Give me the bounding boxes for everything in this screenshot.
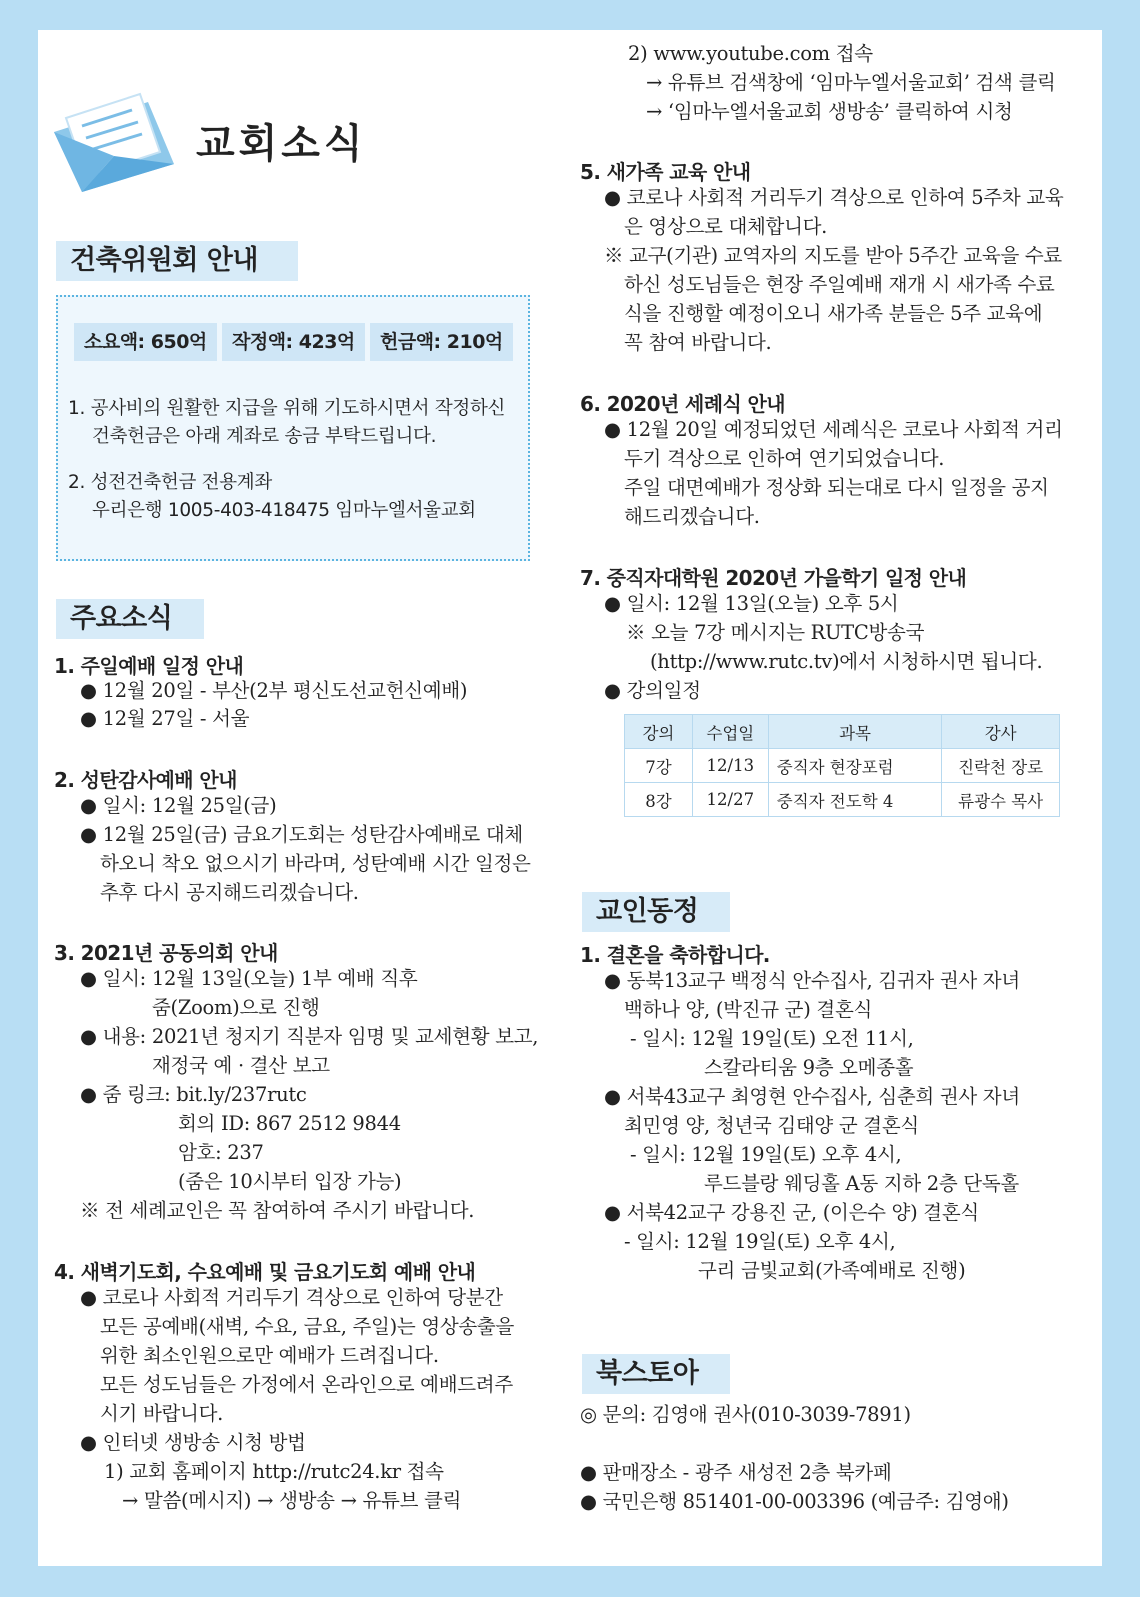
list-item: → 말씀(메시지) → 생방송 → 유튜브 클릭: [122, 1489, 462, 1512]
list-item: ※ 오늘 7강 메시지는 RUTC방송국: [626, 621, 925, 644]
table-cell: 류광수 목사: [942, 783, 1060, 817]
building-item-1: 1. 공사비의 원활한 지급을 위해 기도하시면서 작정하신: [68, 398, 506, 419]
fund-pledged-chip: 작정액: 423억: [222, 323, 365, 361]
bank-account: 우리은행 1005-403-418475 임마누엘서울교회: [92, 500, 476, 521]
list-item: ● 서북43교구 최영현 안수집사, 심춘희 권사 자녀: [604, 1085, 1020, 1108]
list-item: ● 내용: 2021년 청지기 직분자 임명 및 교세현황 보고,: [80, 1025, 539, 1048]
list-item: 최민영 양, 청년국 김태양 군 결혼식: [624, 1114, 919, 1137]
list-item: ● 일시: 12월 25일(금): [80, 794, 277, 817]
list-item: 구리 금빛교회(가족예배로 진행): [698, 1259, 966, 1282]
rutc-tv-link[interactable]: (http://www.rutc.tv)에서 시청하시면 됩니다.: [650, 650, 1043, 673]
section-title: 6. 2020년 세례식 안내: [580, 392, 785, 416]
list-item: → ‘임마누엘서울교회 생방송’ 클릭하여 시청: [646, 100, 1013, 123]
column-header: 과목: [768, 715, 942, 749]
list-item: 암호: 237: [178, 1141, 264, 1164]
list-item: 시기 바랍니다.: [100, 1402, 224, 1425]
list-item: 하오니 착오 없으시기 바라며, 성탄예배 시간 일정은: [100, 852, 531, 875]
section-title: 1. 결혼을 축하합니다.: [580, 943, 770, 967]
table-header-row: [625, 715, 1060, 749]
list-item: 회의 ID: 867 2512 9844: [178, 1112, 401, 1135]
list-item: ● 서북42교구 강용진 군, (이은수 양) 결혼식: [604, 1201, 979, 1224]
bookstore-account: ● 국민은행 851401-00-003396 (예금주: 김영애): [580, 1490, 1009, 1513]
list-item: ● 일시: 12월 13일(오늘) 1부 예배 직후: [80, 967, 418, 990]
list-item: 루드블랑 웨딩홀 A동 지하 2층 단독홀: [704, 1172, 1019, 1195]
section-title: 4. 새벽기도회, 수요예배 및 금요기도회 예배 안내: [54, 1260, 476, 1284]
bookstore-location: ● 판매장소 - 광주 새성전 2층 북카페: [580, 1461, 892, 1484]
section-title: 2. 성탄감사예배 안내: [54, 768, 237, 792]
list-item: - 일시: 12월 19일(토) 오후 4시,: [630, 1143, 902, 1166]
envelope-icon: [52, 92, 176, 194]
list-item: 모든 성도님들은 가정에서 온라인으로 예배드려주: [100, 1373, 513, 1396]
column-header: 강사: [942, 715, 1060, 749]
bookstore-header: 북스토아: [582, 1354, 730, 1394]
building-fund-box: [56, 295, 530, 561]
members-news-header: 교인동정: [582, 892, 730, 932]
list-item: - 일시: 12월 19일(토) 오후 4시,: [624, 1230, 896, 1253]
list-item: ● 12월 27일 - 서울: [80, 707, 250, 730]
column-header: 수업일: [692, 715, 768, 749]
list-item: ● 일시: 12월 13일(오늘) 오후 5시: [604, 592, 899, 615]
section-title: 5. 새가족 교육 안내: [580, 160, 751, 184]
column-header: 강의: [625, 715, 693, 749]
list-item: 식을 진행할 예정이오니 새가족 분들은 5주 교육에: [624, 302, 1043, 325]
page-title: 교회소식: [196, 121, 367, 167]
list-item: 줌(Zoom)으로 진행: [152, 996, 320, 1019]
table-cell: 7강: [625, 749, 693, 783]
list-item: 해드리겠습니다.: [624, 505, 760, 528]
fund-donated-chip: 헌금액: 210억: [370, 323, 513, 361]
list-item: ● 코로나 사회적 거리두기 격상으로 인하여 당분간: [80, 1286, 503, 1309]
table-cell: 중직자 현장포럼: [768, 749, 942, 783]
zoom-link[interactable]: ● 줌 링크: bit.ly/237rutc: [80, 1083, 307, 1106]
section-title: 3. 2021년 공동의회 안내: [54, 941, 278, 965]
list-item: ● 코로나 사회적 거리두기 격상으로 인하여 5주차 교육: [604, 186, 1064, 209]
table-cell: 진락천 장로: [942, 749, 1060, 783]
list-item: - 일시: 12월 19일(토) 오전 11시,: [630, 1027, 914, 1050]
list-item: ※ 교구(기관) 교역자의 지도를 받아 5주간 교육을 수료: [604, 244, 1062, 267]
lecture-schedule-table: [624, 714, 1060, 817]
list-item: 재정국 예 · 결산 보고: [152, 1054, 330, 1077]
list-item: ● 강의일정: [604, 679, 701, 702]
table-cell: 12/27: [692, 783, 768, 817]
table-cell: 12/13: [692, 749, 768, 783]
list-item: (줌은 10시부터 입장 가능): [178, 1170, 402, 1193]
section-title: 1. 주일예배 일정 안내: [54, 654, 244, 678]
list-item: 추후 다시 공지해드리겠습니다.: [100, 881, 359, 904]
list-item: ● 12월 20일 예정되었던 세례식은 코로나 사회적 거리: [604, 418, 1063, 441]
list-item: → 유튜브 검색창에 ‘임마누엘서울교회’ 검색 클릭: [646, 71, 1056, 94]
list-item: 모든 공예배(새벽, 수요, 금요, 주일)는 영상송출을: [100, 1315, 515, 1338]
list-item: 은 영상으로 대체합니다.: [624, 215, 828, 238]
youtube-link[interactable]: 2) www.youtube.com 접속: [628, 42, 873, 65]
building-item-1-cont: 건축헌금은 아래 계좌로 송금 부탁드립니다.: [92, 426, 437, 447]
section-title: 7. 중직자대학원 2020년 가을학기 일정 안내: [580, 566, 967, 590]
fund-required-chip: 소요액: 650억: [74, 323, 217, 361]
list-item: ● 12월 25일(금) 금요기도회는 성탄감사예배로 대체: [80, 823, 523, 846]
list-item: 두기 격상으로 인하여 연기되었습니다.: [624, 447, 945, 470]
list-item: ● 동북13교구 백정식 안수집사, 김귀자 권사 자녀: [604, 969, 1020, 992]
note: ※ 전 세례교인은 꼭 참여하여 주시기 바랍니다.: [80, 1199, 475, 1222]
list-item: 주일 대면예배가 정상화 되는대로 다시 일정을 공지: [624, 476, 1049, 499]
building-item-2: 2. 성전건축헌금 전용계좌: [68, 472, 272, 493]
table-cell: 중직자 전도학 4: [768, 783, 942, 817]
main-news-header: 주요소식: [56, 599, 204, 639]
list-item: ● 인터넷 생방송 시청 방법: [80, 1431, 306, 1454]
list-item: ● 12월 20일 - 부산(2부 평신도선교헌신예배): [80, 679, 468, 702]
table-row: [625, 783, 1060, 817]
list-item: 백하나 양, (박진규 군) 결혼식: [624, 998, 873, 1021]
homepage-link[interactable]: 1) 교회 홈페이지 http://rutc24.kr 접속: [104, 1460, 444, 1483]
table-row: [625, 749, 1060, 783]
list-item: 꼭 참여 바랍니다.: [624, 331, 772, 354]
building-committee-header: 건축위원회 안내: [56, 241, 298, 281]
list-item: 하신 성도님들은 현장 주일예배 재개 시 새가족 수료: [624, 273, 1055, 296]
bookstore-contact: ◎ 문의: 김영애 권사(010-3039-7891): [580, 1403, 911, 1426]
table-cell: 8강: [625, 783, 693, 817]
list-item: 스칼라티움 9층 오메종홀: [704, 1056, 914, 1079]
list-item: 위한 최소인원으로만 예배가 드려집니다.: [100, 1344, 439, 1367]
